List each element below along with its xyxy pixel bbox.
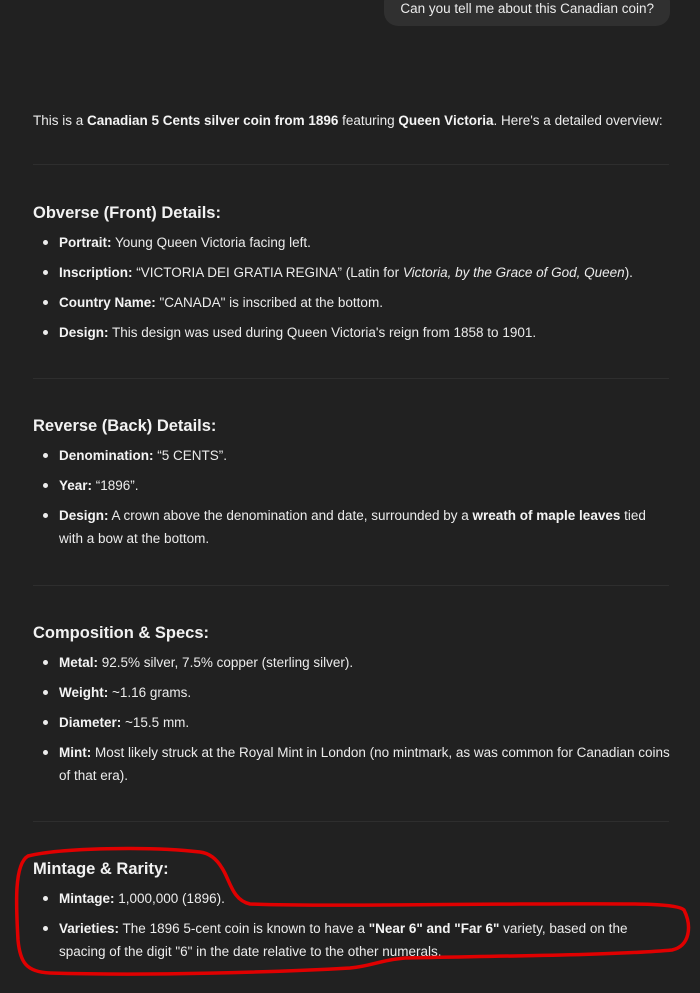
item-label: Mintage: — [59, 891, 115, 906]
item-italic: Victoria, by the Grace of God, Queen — [402, 265, 625, 280]
intro-paragraph — [33, 111, 673, 131]
bullet-dot — [43, 453, 48, 458]
bullet-dot — [43, 240, 48, 245]
bullet-dot — [43, 330, 48, 335]
item-text: Young Queen Victoria facing left. — [111, 235, 311, 250]
item-text: 92.5% silver, 7.5% copper (sterling silver). — [98, 655, 354, 670]
intro-text-2: featuring — [338, 113, 399, 128]
intro-text-3: . Here's a detailed overview: — [493, 113, 663, 128]
list-item — [33, 681, 673, 704]
item-label: Inscription: — [59, 265, 133, 280]
item-text: "CANADA" is inscribed at the bottom. — [155, 295, 383, 310]
item-text: “VICTORIA DEI GRATIA REGINA” (Latin for — [132, 265, 403, 280]
list-item — [33, 711, 673, 734]
divider — [33, 164, 669, 165]
item-label: Year: — [59, 478, 93, 493]
bullet-dot — [43, 926, 48, 931]
item-bold: wreath of maple leaves — [472, 508, 621, 523]
item-text: “5 CENTS”. — [153, 448, 228, 463]
list-item — [33, 651, 673, 674]
item-label: Weight: — [59, 685, 109, 700]
item-text: tied with a bow at the bottom. — [59, 508, 646, 546]
item-label: Varieties: — [59, 921, 120, 936]
user-message-text: Can you tell me about this Canadian coin? — [400, 1, 654, 16]
item-text: ). — [624, 265, 633, 280]
section-mintage — [33, 858, 673, 970]
list-item — [33, 474, 673, 497]
list-item — [33, 291, 673, 314]
item-text: The 1896 5-cent coin is known to have a — [119, 921, 369, 936]
item-text: This design was used during Queen Victoria's reign from 1858 to 1901. — [108, 325, 537, 340]
item-text: 1,000,000 (1896). — [114, 891, 225, 906]
item-text: ~15.5 mm. — [121, 715, 190, 730]
section-composition — [33, 622, 673, 794]
list-item — [33, 321, 673, 344]
list-item — [33, 504, 673, 550]
intro-text-1: This is a — [33, 113, 88, 128]
bullet-dot — [43, 720, 48, 725]
section-title: Reverse (Back) Details: — [33, 417, 217, 435]
intro-bold-2: Queen Victoria — [398, 113, 494, 128]
item-text: variety, based on the spacing of the digit "6" in the date relative to the other numerals. — [59, 921, 628, 959]
section-title: Mintage & Rarity: — [33, 860, 169, 878]
item-label: Metal: — [59, 655, 99, 670]
divider — [33, 378, 669, 379]
item-label: Diameter: — [59, 715, 122, 730]
item-text: A crown above the denomination and date, surrounded by a — [108, 508, 473, 523]
section-reverse — [33, 415, 673, 557]
list-item — [33, 741, 673, 787]
item-label: Denomination: — [59, 448, 154, 463]
item-label: Design: — [59, 508, 109, 523]
list-item — [33, 887, 673, 910]
bullet-dot — [43, 690, 48, 695]
bullet-dot — [43, 483, 48, 488]
item-label: Country Name: — [59, 295, 156, 310]
item-bold: "Near 6" and "Far 6" — [368, 921, 500, 936]
divider — [33, 821, 669, 822]
item-label: Mint: — [59, 745, 92, 760]
item-label: Portrait: — [59, 235, 112, 250]
user-message-bubble — [384, 0, 670, 26]
item-label: Design: — [59, 325, 109, 340]
list-item — [33, 444, 673, 467]
intro-bold-1: Canadian 5 Cents silver coin from 1896 — [87, 113, 339, 128]
list-item — [33, 261, 673, 284]
bullet-dot — [43, 270, 48, 275]
list-item — [33, 231, 673, 254]
item-text: Most likely struck at the Royal Mint in London (no mintmark, as was common for Canadian coins of that era). — [59, 745, 670, 783]
section-obverse — [33, 202, 673, 351]
bullet-dot — [43, 660, 48, 665]
item-text: ~1.16 grams. — [108, 685, 192, 700]
section-title: Obverse (Front) Details: — [33, 204, 221, 222]
bullet-dot — [43, 300, 48, 305]
list-item — [33, 917, 673, 963]
bullet-dot — [43, 896, 48, 901]
bullet-dot — [43, 750, 48, 755]
item-text: “1896”. — [92, 478, 139, 493]
section-title: Composition & Specs: — [33, 624, 210, 642]
divider — [33, 585, 669, 586]
bullet-dot — [43, 513, 48, 518]
